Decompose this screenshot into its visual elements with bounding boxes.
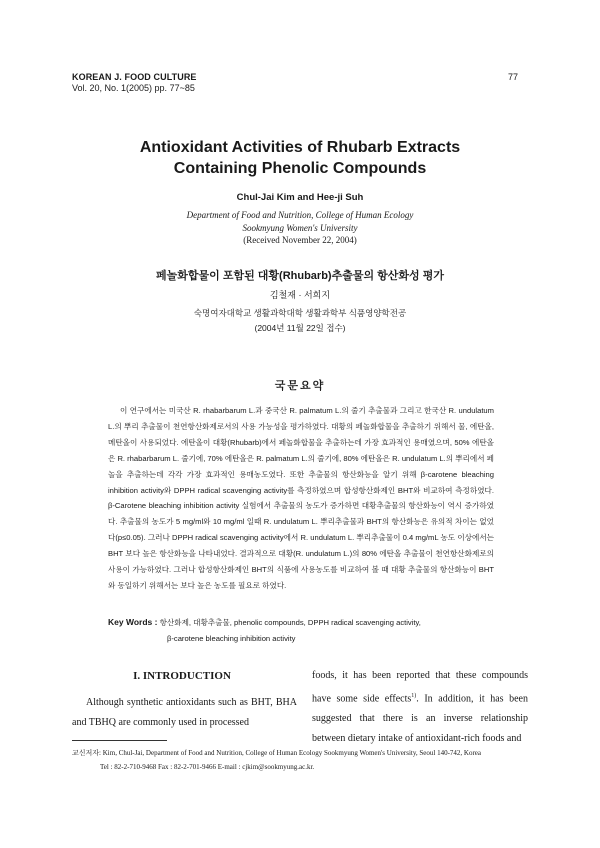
intro-right-paragraph [312, 666, 528, 749]
page-number: 77 [508, 72, 519, 82]
citation-superscript: 1) [411, 693, 417, 699]
section-heading-introduction: I. INTRODUCTION [133, 670, 231, 682]
korean-affiliation: 숙명여자대학교 생활과학대학 생활과학부 식품영양학전공 [193, 308, 407, 318]
abstract [108, 403, 494, 594]
intro-right-text-b: . In addition, it has been suggested that there is an inverse relationship between dietary intake of antioxidant-rich foods and [312, 693, 528, 745]
keywords [108, 614, 494, 647]
intro-right-column [312, 666, 528, 749]
keywords-line-2: β-carotene bleaching inhibition activity [167, 634, 296, 643]
journal-volume: Vol. 20, No. 1(2005) pp. 77~85 [72, 83, 195, 93]
korean-affiliation-block [0, 306, 600, 336]
keywords-line-1: 항산화제, 대황추출물, phenolic compounds, DPPH radical scavenging activity, [159, 618, 421, 627]
footnote-line-1: 교신저자: Kim, Chul-Jai, Department of Food and Nutrition, College of Human Ecology Sookmyung Women's University, Seoul 140-742, Korea [72, 749, 482, 757]
affiliation-univ: Sookmyung Women's University [242, 222, 358, 233]
intro-left-text: Although synthetic antioxidants such as BHT, BHA and TBHQ are commonly used in processed [72, 697, 297, 728]
footnote-line-2: Tel : 82-2-710-9468 Fax : 82-2-701-9466 E-mail : cjkim@sookmyung.ac.kr. [100, 763, 315, 771]
intro-left-column [72, 693, 297, 733]
paper-title [0, 137, 600, 179]
journal-name: KOREAN J. FOOD CULTURE [72, 72, 197, 82]
journal-header [72, 72, 197, 94]
korean-title: 페놀화합물이 포함된 대황(Rhubarb)추출물의 항산화성 평가 [156, 270, 444, 282]
abstract-heading: 국문요약 [274, 380, 326, 392]
abstract-text: 이 연구에서는 미국산 R. rhabarbarum L.과 중국산 R. palmatum L.의 줄기 추출물과 그리고 한국산 R. undulatum L.의 뿌리 추출물이 천연항산화제로서의 사용 가능성을 평가하였다. 대황의 페놀화합물을 추출하기 위해서 물, 에탄올, 메탄올이 사용되었다. 에탄올이 대황(Rhubarb)에서 페놀화합물을 추출하는데 가장 효과적인 용매였으며, 50% 에탄올은 R. rhabarbarum L. 줄기에, 70% 에탄올은 R. palmatum L.의 줄기에, 80% 에탄올은 R. undulatum L.의 뿌리에서 페놀을 추출하는데 각각 가장 효과적인 용매농도였다. 또한 추출물의 항산화능을 알기 위해 β-carotene bleaching inhibition activity와 DPPH radical scavenging activity를 측정하였으며 합성항산화제인 BHT와 비교하여 측정하였다. β-Carotene bleaching inhibition activity 실험에서 추출물의 농도가 증가하면 대황추출물의 항산화능이 역시 증가하였다. 추출물의 농도가 5 mg/ml와 10 mg/ml 일때 R. undulatum L. 뿌리추출물과 BHT의 항산화능은 유의적 차이는 없었다(p≤0.05). 그러나 DPPH radical scavenging activity에서 R. undulatum L. 뿌리추출물이 0.4 mg/mL 농도 이상에서는 BHT 보다 높은 항산화능을 나타내었다. 결과적으로 대황(R. undulatum L.)의 80% 에탄올 추출물이 천연항산화제로의 사용이 가능하였다. 그러나 합성항산화제인 BHT의 식품에 사용농도를 비교하여 볼 때 대황 추출물의 항산화능이 BHT와 동일하기 위해서는 보다 높은 농도를 필요로 하였다. [108, 406, 494, 590]
affiliation-dept: Department of Food and Nutrition, College of Human Ecology [186, 210, 414, 220]
affiliation [0, 209, 600, 247]
received-date: (Received November 22, 2004) [243, 235, 357, 245]
keywords-label: Key Words : [108, 617, 158, 627]
footnote [72, 746, 532, 774]
authors: Chul-Jai Kim and Hee-ji Suh [236, 192, 364, 203]
korean-authors: 김철재 · 서희지 [269, 290, 331, 300]
title-line-1: Antioxidant Activities of Rhubarb Extracts [139, 139, 461, 156]
footnote-divider [72, 740, 167, 741]
title-line-2: Containing Phenolic Compounds [173, 160, 427, 177]
intro-right-text-a: foods, it has been reported that these compounds have some side effects [312, 670, 528, 705]
korean-received: (2004년 11월 22일 접수) [254, 323, 346, 333]
